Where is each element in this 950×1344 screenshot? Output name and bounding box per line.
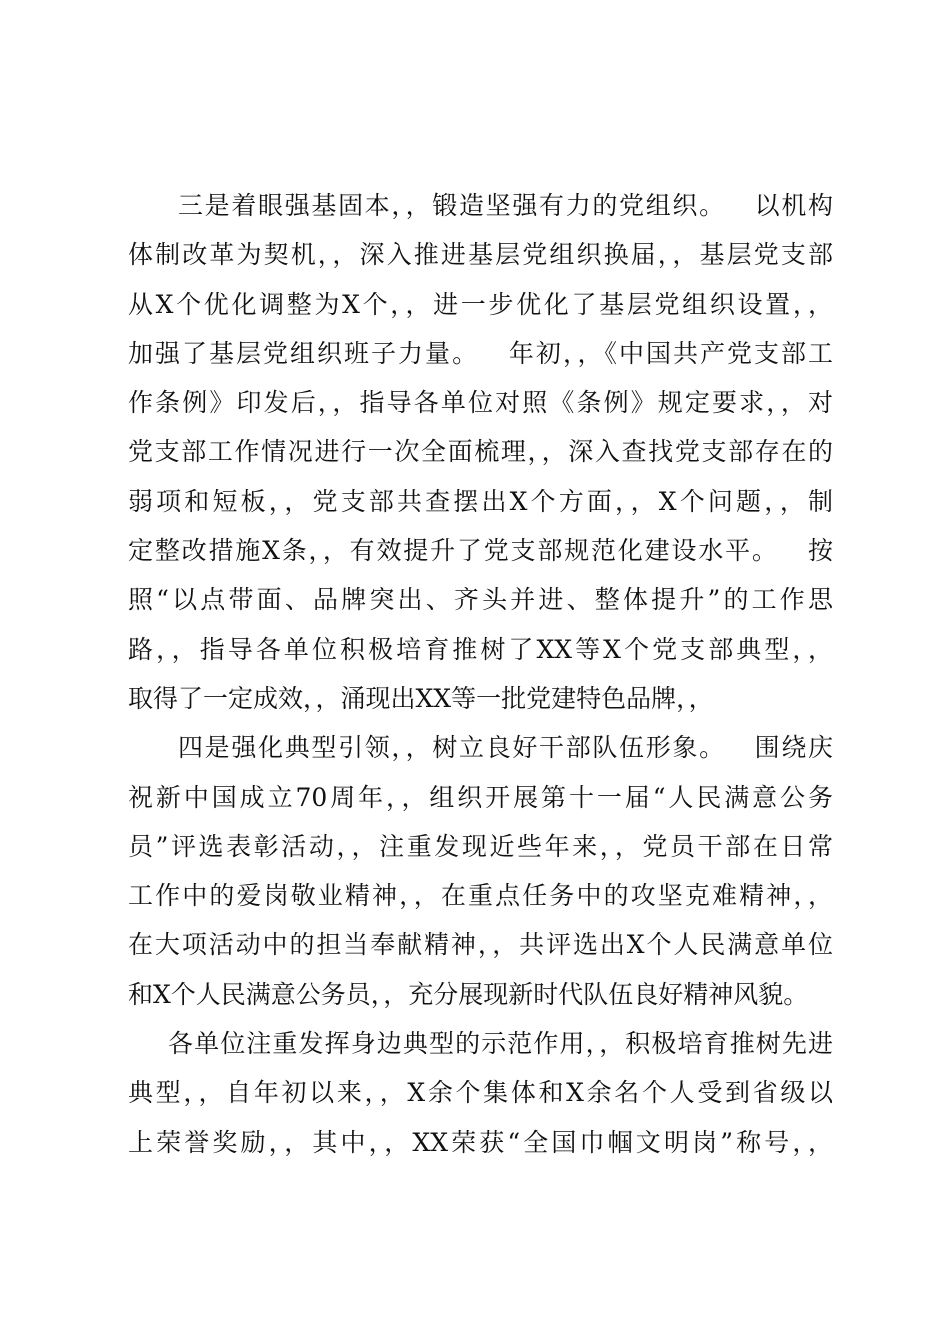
text-line: 祝新中国成立70周年，，组织开展第十一届“人民满意公务 [128, 782, 833, 812]
text-line: 照“以点带面、品牌突出、齐头并进、整体提升”的工作思 [128, 585, 833, 615]
text-line: 典型，，自年初以来，，X余个集体和X余名个人受到省级以 [128, 1078, 833, 1108]
text-line: 在大项活动中的担当奉献精神，，共评选出X个人民满意单位 [128, 930, 833, 960]
text-line: 各单位注重发挥身边典型的示范作用，，积极培育推树先进 [168, 1029, 833, 1059]
text-line: 加强了基层党组织班子力量。 年初，，《中国共产党支部工 [128, 338, 833, 368]
text-line: 上荣誉奖励，，其中，，XX荣获“全国巾帼文明岗”称号，， [128, 1127, 833, 1157]
paragraph-units [128, 1019, 833, 1167]
text-line: 作条例》印发后，，指导各单位对照《条例》规定要求，，对 [128, 388, 833, 418]
text-line: 路，，指导各单位积极培育推树了XX等X个党支部典型，， [128, 634, 833, 664]
text-line: 体制改革为契机，，深入推进基层党组织换届，，基层党支部 [128, 240, 833, 270]
text-line: 和X个人民满意公务员，，充分展现新时代队伍良好精神风貌。 [128, 979, 809, 1009]
paragraph-3 [128, 181, 833, 723]
text-line: 定整改措施X条，，有效提升了党支部规范化建设水平。 按 [128, 536, 833, 566]
text-line: 员”评选表彰活动，，注重发现近些年来，，党员干部在日常 [128, 831, 833, 861]
text-line: 弱项和短板，，党支部共查摆出X个方面，，X个问题，，制 [128, 486, 833, 516]
text-line: 三是着眼强基固本，，锻造坚强有力的党组织。 以机构 [178, 191, 833, 220]
text-line: 从X个优化调整为X个，，进一步优化了基层党组织设置，， [128, 289, 833, 319]
text-line: 工作中的爱岗敬业精神，，在重点任务中的攻坚克难精神，， [128, 881, 833, 911]
text-line: 取得了一定成效，，涌现出XX等一批党建特色品牌，， [128, 683, 714, 713]
paragraph-4 [128, 723, 833, 1019]
text-line: 党支部工作情况进行一次全面梳理，，深入查找党支部存在的 [128, 437, 833, 467]
text-line: 四是强化典型引领，，树立良好干部队伍形象。 围绕庆 [178, 733, 833, 763]
document-body [128, 181, 833, 1167]
